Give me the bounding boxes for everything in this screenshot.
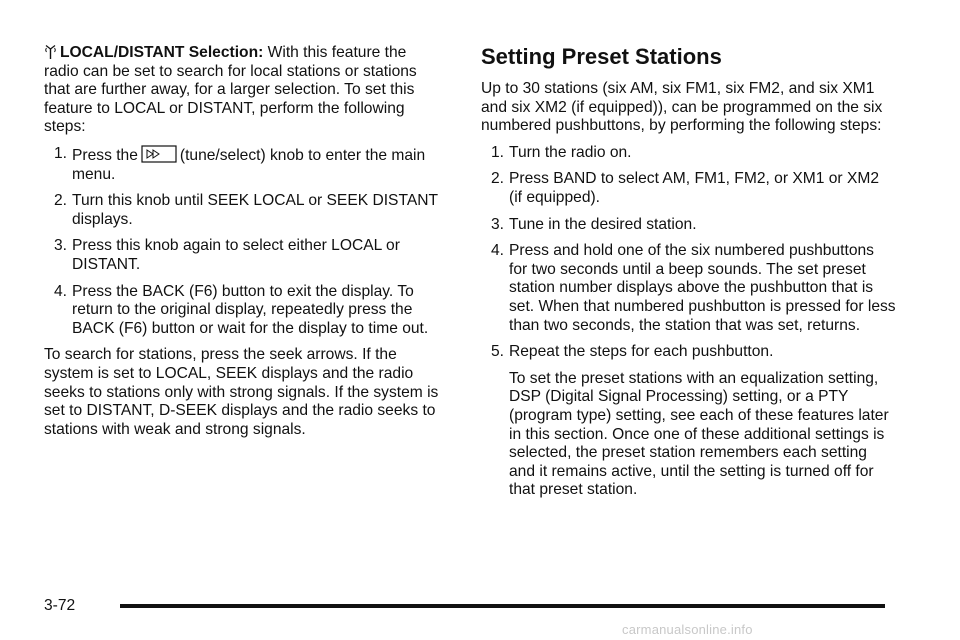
preset-steps <box>481 144 896 362</box>
step-number: 2. <box>54 192 68 210</box>
step-text: Repeat the steps for each pushbutton. <box>509 343 774 361</box>
list-item <box>481 343 896 362</box>
step-text: Turn the radio on. <box>509 143 632 161</box>
list-item <box>44 145 444 184</box>
step-text-after: (tune/select) knob to enter the main menu. <box>72 146 426 183</box>
step-text: Turn this knob until SEEK LOCAL or SEEK DISTANT displays. <box>72 192 438 228</box>
step-text: Press BAND to select AM, FM1, FM2, or XM1 or XM2 (if equipped). <box>509 170 880 206</box>
step-number: 1. <box>54 144 68 162</box>
list-item <box>44 192 444 229</box>
watermark: carmanualsonline.info <box>622 622 753 637</box>
step-number: 2. <box>491 170 505 188</box>
list-item <box>44 237 444 274</box>
list-item <box>481 216 896 235</box>
step-number: 3. <box>491 215 505 233</box>
left-column <box>44 44 444 447</box>
lead-text-2: radio can be set to search for local stations or stations that are further away, for a larger selection. To set this feature to LOCAL or DISTANT, perform the following steps: <box>44 62 417 136</box>
local-distant-paragraph <box>44 44 444 137</box>
step-number: 5. <box>491 343 505 361</box>
page-number: 3-72 <box>44 597 76 614</box>
step-number: 3. <box>54 237 68 255</box>
right-column <box>481 44 896 508</box>
step-number: 4. <box>491 242 505 260</box>
list-item <box>481 144 896 163</box>
list-item <box>481 170 896 207</box>
tune-select-knob-icon <box>141 145 177 163</box>
seek-paragraph: To search for stations, press the seek arrows. If the system is set to LOCAL, SEEK displays and the radio seeks to stations only with strong signals. If the system is set to DISTANT, D-SEEK displays and the radio seeks to stations with weak and strong signals. <box>44 346 439 438</box>
equalization-note: To set the preset stations with an equalization setting, DSP (Digital Signal Processing) setting, or a PTY (program type) setting, see each of these features later in this section. Once one of these additional settings is selected, the preset station remembers each setting and it remains active, until the setting is turned off for that preset station. <box>509 369 889 499</box>
step-text: Press this knob again to select either LOCAL or DISTANT. <box>72 237 400 273</box>
local-distant-steps <box>44 145 444 338</box>
step-text: Press the BACK (F6) button to exit the display. To return to the original display, repeatedly press the BACK (F6) button or wait for the display to time out. <box>72 282 429 337</box>
step-number: 1. <box>491 143 505 161</box>
lead-title: LOCAL/DISTANT Selection: <box>60 44 264 61</box>
footer-rule <box>120 604 885 608</box>
step-text-before: Press the <box>72 146 138 164</box>
list-item <box>481 242 896 335</box>
antenna-icon <box>44 45 57 59</box>
section-title: Setting Preset Stations <box>481 44 722 69</box>
step-number: 4. <box>54 282 68 300</box>
preset-intro: Up to 30 stations (six AM, six FM1, six FM2, and six XM1 and six XM2 (if equipped)), can be programmed on the six numbered pushbuttons, by performing the following steps: <box>481 80 883 135</box>
lead-text-1: With this feature the <box>267 44 407 61</box>
step-text: Press and hold one of the six numbered pushbuttons for two seconds until a beep sounds. The set preset station number displays above the pushbutton that is set. When that numbered pushbutton is pressed for less than two seconds, the station that was set, returns. <box>509 242 896 334</box>
list-item <box>44 283 444 339</box>
step-text: Tune in the desired station. <box>509 215 697 233</box>
